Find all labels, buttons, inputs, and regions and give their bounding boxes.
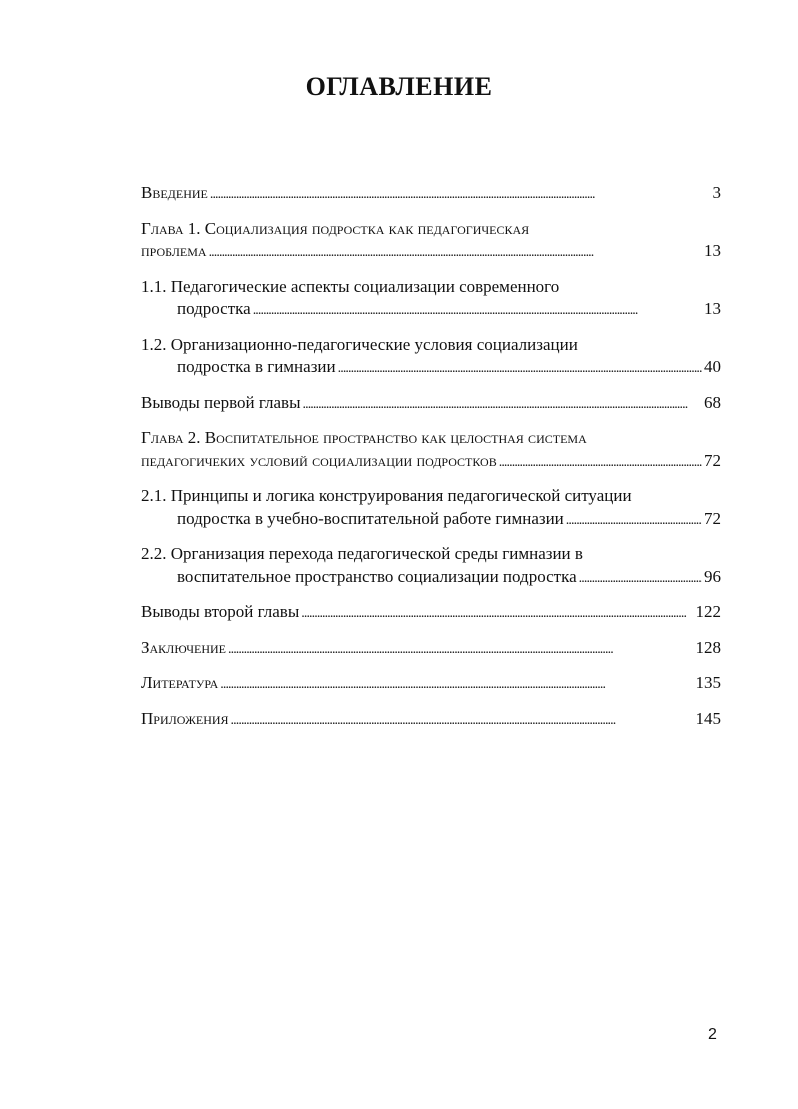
toc-entry-title: 1.1. Педагогические аспекты социализации современного	[141, 276, 560, 296]
toc-entry-title: Выводы второй главы	[141, 602, 300, 621]
toc-page-number: 40	[704, 357, 721, 376]
leader-dots	[303, 392, 703, 417]
toc-page-number: 13	[704, 241, 721, 260]
leader-dots	[210, 182, 711, 207]
toc-entry-chapter-2[interactable]	[141, 427, 721, 474]
toc-entry-title-continued: подростка	[177, 299, 251, 318]
leader-dots	[253, 298, 702, 323]
toc-entry-title: Введение	[141, 183, 208, 202]
toc-entry-title: Приложения	[141, 708, 229, 728]
toc-entry-title: Глава 2. Воспитательное пространство как целостная система	[141, 428, 587, 447]
toc-entry-title-continued: проблема	[141, 241, 207, 260]
toc-page-number: 72	[704, 450, 721, 470]
leader-dots	[228, 637, 694, 662]
toc-entry-conclusion[interactable]	[141, 637, 721, 662]
leader-dots	[499, 450, 702, 475]
leader-dots	[338, 356, 702, 381]
toc-page-number: 13	[704, 299, 721, 318]
toc-entry-title: 2.2. Организация перехода педагогической среды гимназии в	[141, 544, 583, 563]
toc-entry-title: Глава 1. Социализация подростка как педагогическая	[141, 218, 530, 238]
toc-entry-section-2-2[interactable]	[141, 543, 721, 590]
toc-entry-chapter-1[interactable]	[141, 218, 721, 265]
toc-page-number: 72	[704, 508, 721, 528]
table-of-contents	[141, 182, 721, 743]
toc-entry-title-continued: подростка в гимназии	[177, 357, 336, 376]
toc-entry-title: 2.1. Принципы и логика конструирования педагогической ситуации	[141, 486, 632, 505]
toc-page-number: 128	[695, 637, 721, 657]
toc-entry-title-continued: воспитательное пространство социализации подростка	[177, 566, 577, 586]
toc-page-number: 3	[712, 183, 721, 202]
page-number: 2	[708, 1026, 717, 1043]
toc-entry-introduction[interactable]	[141, 182, 721, 207]
toc-entry-section-1-1[interactable]	[141, 276, 721, 323]
toc-entry-conclusions-1[interactable]	[141, 392, 721, 417]
toc-entry-title: Выводы первой главы	[141, 392, 301, 412]
toc-entry-title: 1.2. Организационно-педагогические условия социализации	[141, 334, 578, 354]
toc-page-number: 145	[695, 708, 721, 728]
page-title: ОГЛАВЛЕНИЕ	[305, 72, 493, 101]
toc-entry-title-continued: подростка в учебно-воспитательной работе гимназии	[177, 508, 564, 528]
toc-entry-section-1-2[interactable]	[141, 334, 721, 381]
toc-entry-title: Заключение	[141, 637, 226, 657]
toc-entry-title: Литература	[141, 673, 219, 692]
toc-entry-literature[interactable]	[141, 672, 721, 697]
leader-dots	[231, 708, 694, 733]
toc-page-number: 68	[704, 392, 721, 412]
toc-page-number: 96	[704, 566, 721, 586]
leader-dots	[209, 240, 702, 265]
leader-dots	[301, 601, 693, 626]
toc-page-number: 135	[695, 673, 721, 692]
toc-entry-section-2-1[interactable]	[141, 485, 721, 532]
toc-page-number: 122	[695, 602, 721, 621]
toc-entry-appendices[interactable]	[141, 708, 721, 733]
toc-entry-title-continued: педагогичеких условий социализации подростков	[141, 450, 497, 470]
toc-entry-conclusions-2[interactable]	[141, 601, 721, 626]
leader-dots	[566, 508, 702, 533]
leader-dots	[220, 672, 693, 697]
leader-dots	[579, 566, 702, 591]
